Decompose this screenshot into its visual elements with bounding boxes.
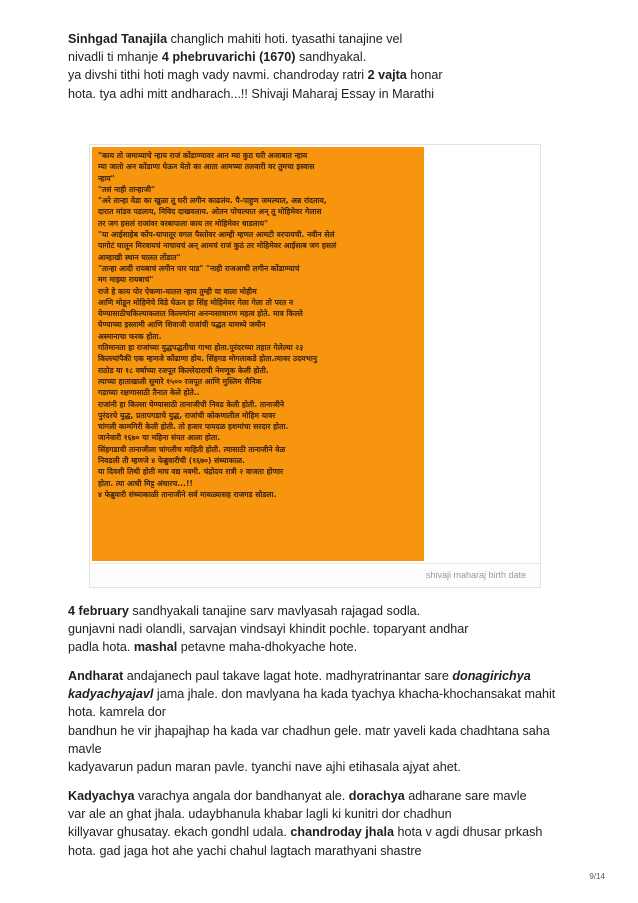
bold-text: dorachya: [348, 789, 405, 803]
image-text-line: आणि मोडून मोहिमेचे विडे घेऊन हा सिंह मोहिमेवर गेला गेला तो परत न: [98, 297, 294, 307]
paragraph-andharat: [68, 667, 568, 776]
marathi-text-image: [92, 147, 424, 561]
image-text-line: चांगली कामगिरी केली होती. तो हजार पायदळ हशमांचा सरदार होता.: [98, 422, 289, 432]
text: andajanech paul takave lagat hote. madhyratrinantar sare: [123, 669, 453, 683]
image-text-line: गतिमानता हा राजांच्या युद्धपद्धतीचा गाभा होता.पुरंदरच्या तहात गेलेल्या २३: [98, 343, 304, 353]
text: ya divshi tithi hoti magh vady navmi. chandroday ratri: [68, 68, 368, 83]
paragraph-kadyachya: [68, 787, 568, 860]
image-text-line: राजे हे काय पोर ऐकणा-यातल न्हाय तुम्ही या वाला मोहीम: [98, 286, 257, 296]
image-text-line: "अरे तान्हा येडा का खुळा तू घरी लगीन काढलंय. पै-पाहुण जमल्यात, अन्न रांदताय,: [98, 196, 327, 206]
text: petavne maha-dhokyache hote.: [177, 640, 358, 655]
image-text-line: राजांनी हा किल्ला घेण्यासाठी तानाजीची निवड केली होती. तानाजीने: [98, 399, 285, 409]
image-text-line: येण्यासाठीचकिल्याकलात किल्ल्यांना अनन्यसाधारण महत्व होते. मात्र किल्ले: [98, 309, 303, 319]
text: changlich mahiti hoti. tyasathi tanajine vel: [167, 32, 403, 46]
text: honar: [406, 68, 443, 83]
image-text-line: "काय तो जमाय्याचे न्हाय राजं कोंडाण्यावर आन म्या कुठ घरी अजाबात न्हाय: [98, 151, 308, 160]
image-text-line: "तान्हा आदी रायबाचं लगीन पार पाड" "नाही राजआधी लगीन कोंडाण्याचं: [98, 263, 300, 273]
image-text-line: "या आईसाहेब कोंप-यापातूर वगल पैस्तोवर आम्ही म्हणत आमटी वरपायची. नवीन सेलं: [98, 230, 335, 240]
bold-text: 4 february: [68, 604, 129, 618]
text: padla hota.: [68, 640, 134, 655]
image-text-line: राठोड या १८ वर्षाच्या रजपूत किल्लेदाराची नेमणूक केली होती.: [98, 365, 269, 375]
bold-text: 4 phebruvarichi (1670): [161, 50, 296, 65]
bold-text: 2 vajta: [367, 68, 407, 83]
image-text-line: तर जग हसलं राजांवर वरबापाला काय तर मोहिमेवर धाडलाय": [98, 218, 269, 228]
image-text-line: ४ फेब्रुवारी संध्याकाळी तानाजीने सर्व मावळ्यासह राजगड सोडला.: [98, 489, 277, 499]
text: hota v agdi dhusar prkash: [394, 825, 543, 840]
text: killyavar ghusatay. ekach gondhl udala.: [68, 825, 291, 840]
figure-caption[interactable]: shivaji maharaj birth date: [425, 570, 526, 580]
text: nivadli ti mhanje: [68, 50, 162, 65]
bold-italic-text: kadyachyajavl: [68, 687, 154, 702]
image-text-line: या दिवशी तिथी होती माघ वद्य नवमी. चंद्रोदय रात्री २ वाजता होणार: [98, 467, 284, 477]
bold-text: Andharat: [68, 669, 124, 683]
image-text-line: जानेवारी १६७० चा महिना संपत आला होता.: [98, 433, 221, 443]
image-text-line: गडाच्या रक्षणासाठी तैनात केले होते..: [98, 388, 200, 398]
text: mavle: [68, 741, 102, 756]
figure: [89, 144, 541, 588]
bold-italic-text: donagirichya: [452, 669, 531, 683]
image-text-line: होता. त्या आधी मिट्ट अंधारच...!!: [98, 478, 193, 488]
text: sandhyakali tanajine sarv mavlyasah rajagad sodla.: [128, 604, 421, 618]
image-text-line: निवडली ती म्हणजे ४ फेब्रुवारीची (१६७०) संध्याकाळ.: [98, 456, 245, 466]
caption-bar: [90, 563, 540, 587]
text: varachya angala dor bandhanyat ale.: [134, 789, 349, 803]
text: var ale an ghat jhala. udaybhanula khabar lagli ki kunitri dor chadhun: [68, 807, 452, 822]
image-text-lines: [92, 147, 424, 500]
page-number: 9/14: [589, 872, 605, 881]
image-text-line: घेण्याच्या इस्लामी आणि शिवाजी राजांची पद्धत यामध्ये जमीन: [98, 320, 266, 330]
bold-text: mashal: [133, 640, 178, 655]
text: gunjavni nadi olandli, sarvajan vindsayi khindit pochle. toparyant andhar: [68, 622, 469, 637]
image-text-line: अस्मानाचा फरक होता.: [98, 331, 162, 341]
bold-text: Sinhgad Tanajila: [68, 32, 168, 46]
bold-text: Kadyachya: [68, 789, 135, 803]
text: kadyavarun padun maran pavle. tyanchi nave ajhi etihasala ajyat ahet.: [68, 760, 461, 775]
image-text-line: पागोटं घालून मिरवायचं नाचायचं अन् आमचं राजं कुठं तर मोहिमेवर आईसाब जग हसलं: [98, 241, 337, 251]
image-text-line: आम्हाखी स्थान घालत तोंडात": [98, 252, 181, 262]
text: hota. tya adhi mitt andharach...!! Shivaji Maharaj Essay in Marathi: [68, 86, 435, 101]
text: sandhyakal.: [295, 50, 367, 65]
image-text-line: म्या जातो अन कोंडाणा घेऊन येतो का आता आमच्या तलवारी वर तुमचा इस्वास: [98, 162, 315, 172]
image-text-line: पुरंदरचे युद्ध, प्रतापगडाचे युद्ध, राजांची कोकणातील मोहिम यावर: [98, 410, 276, 420]
text: hota. gad jaga hot ahe yachi chahul lagtach marathyani shastre: [68, 843, 422, 858]
image-text-line: दारात मांडव पडलाय, निविद दाखवलाय. ओतन पोचल्यात अन् तू मोहिमेवर गेलास: [98, 207, 322, 217]
image-text-line: "तसं नाही तान्हाजी": [98, 184, 156, 194]
text: hota. kamrela dor: [68, 705, 167, 720]
image-text-line: सिंहगडाची तानाजीला चांगलीच माहिती होती. त्यासाठी तानाजीने वेळ: [98, 444, 286, 454]
text: jama jhale. don mavlyana ha kada tyachya khacha-khochansakat mahit: [153, 687, 556, 702]
image-text-line: न्हाय": [98, 173, 115, 183]
text: adharane sare mavle: [404, 789, 527, 803]
image-text-line: त्याच्या हाताखाली सुमारे १५०० रजपूत आणि मुस्लिम सैनिक: [98, 376, 262, 386]
intro-paragraph: [68, 30, 568, 103]
text: bandhun he vir jhapajhap ha kada var chadhun gele. matr yaveli kada chadhtana saha: [68, 723, 550, 738]
paragraph-february: [68, 602, 568, 657]
bold-text: chandroday jhala: [290, 825, 394, 840]
image-text-line: किल्ल्यांपैकी एक म्हणजे कोंढाणा होय. सिंहगड मोगलाकडे होता.त्यावर उदयभानु: [98, 354, 318, 364]
image-text-line: मग माझ्या रायबाचं": [98, 275, 154, 285]
